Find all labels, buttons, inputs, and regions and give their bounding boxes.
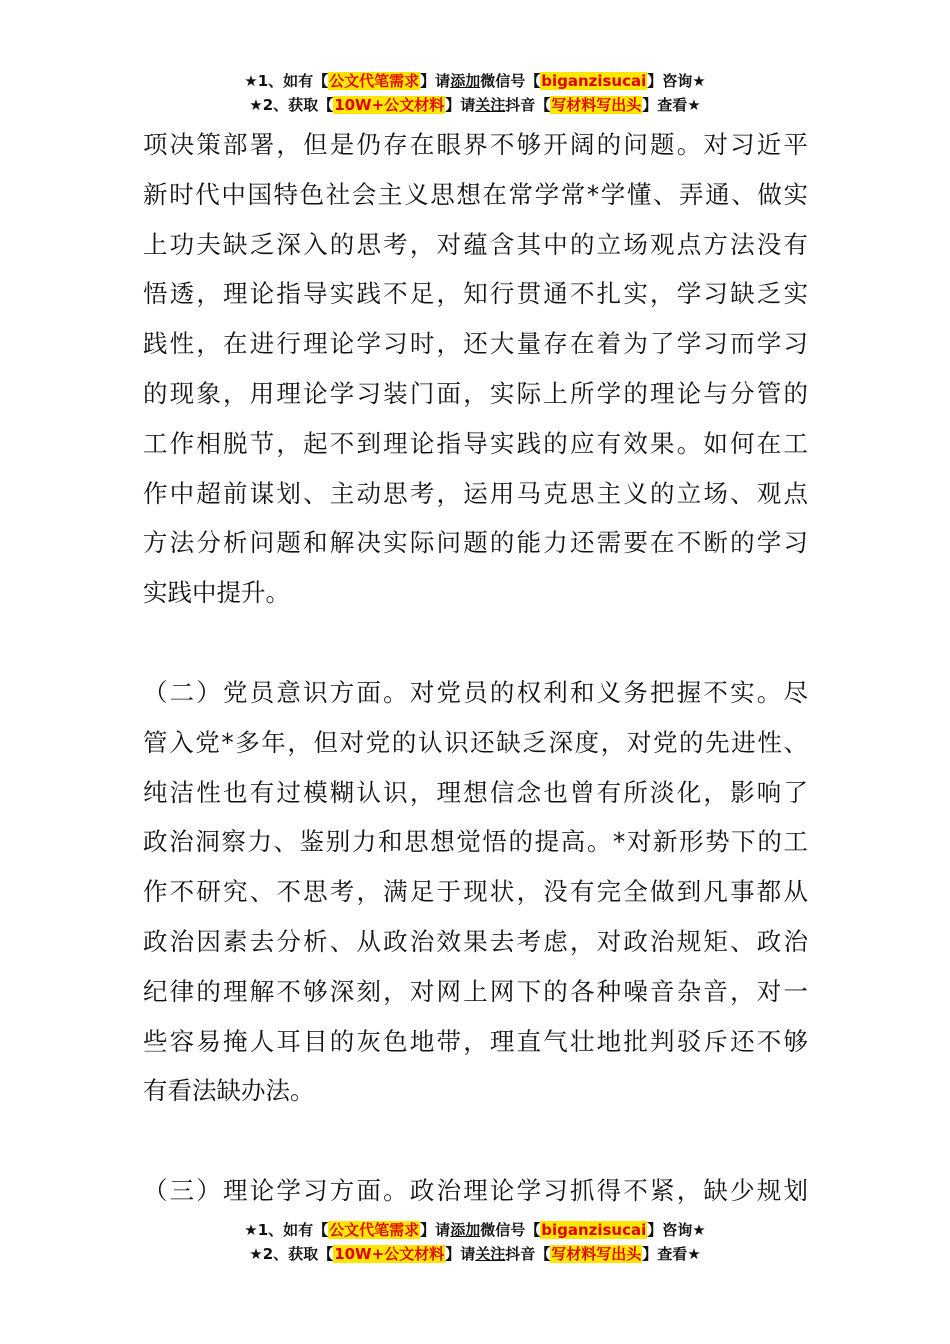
banner-line-1: ★1、如有【公文代笔需求】请添加微信号【biganzisucai】咨询★ <box>244 1221 706 1239</box>
text-line: （二）党员意识方面。对党员的权利和义务把握不实。尽 <box>143 678 808 707</box>
text-line: 方法分析问题和解决实际问题的能力还需要在不断的学习 <box>143 528 808 558</box>
highlight-text: 10W+公文材料 <box>334 96 445 114</box>
text-line: 悟透，理论指导实践不足，知行贯通不扎实，学习缺乏实 <box>143 279 808 309</box>
text-line: 有看法缺办法。 <box>143 1076 315 1106</box>
highlight-text: 10W+公文材料 <box>334 1245 445 1263</box>
text-line: 实践中提升。 <box>143 578 290 608</box>
highlight-text: 公文代笔需求 <box>329 72 420 90</box>
text-line: 作不研究、不思考，满足于现状，没有完全做到凡事都从 <box>143 877 808 907</box>
text-line: 作中超前谋划、主动思考，运用马克思主义的立场、观点 <box>143 478 808 508</box>
text-line: 工作相脱节，起不到理论指导实践的应有效果。如何在工 <box>143 428 808 458</box>
highlight-text: biganzisucai <box>541 72 647 90</box>
highlight-text: 公文代笔需求 <box>329 1221 420 1239</box>
banner-line-2: ★2、获取【10W+公文材料】请关注抖音【写材料写出头】查看★ <box>249 1245 701 1263</box>
text-line: （三）理论学习方面。政治理论学习抓得不紧，缺少规划 <box>143 1176 808 1205</box>
text-line: 纯洁性也有过模糊认识，理想信念也曾有所淡化，影响了 <box>143 777 808 807</box>
text-line: 践性，在进行理论学习时，还大量存在着为了学习而学习 <box>143 329 808 359</box>
highlight-text: biganzisucai <box>541 1221 647 1239</box>
text-line: 项决策部署，但是仍存在眼界不够开阔的问题。对习近平 <box>143 130 808 159</box>
text-line: 政治洞察力、鉴别力和思想觉悟的提高。*对新形势下的工 <box>143 827 808 857</box>
header-banner <box>0 69 950 117</box>
text-line: 上功夫缺乏深入的思考，对蕴含其中的立场观点方法没有 <box>143 229 808 259</box>
footer-banner <box>0 1218 950 1266</box>
banner-line-1: ★1、如有【公文代笔需求】请添加微信号【biganzisucai】咨询★ <box>244 72 706 90</box>
text-line: 些容易掩人耳目的灰色地带，理直气壮地批判驳斥还不够 <box>143 1026 808 1056</box>
paragraph-1 <box>143 120 808 618</box>
text-line: 政治因素去分析、从政治效果去考虑，对政治规矩、政治 <box>143 926 808 956</box>
paragraph-2 <box>143 668 808 1116</box>
highlight-text: 写材料写出头 <box>551 96 642 114</box>
text-line: 管入党*多年，但对党的认识还缺乏深度，对党的先进性、 <box>143 727 808 757</box>
text-line: 纪律的理解不够深刻，对网上网下的各种噪音杂音，对一 <box>143 976 808 1006</box>
paragraph-3 <box>143 1166 808 1216</box>
text-line: 新时代中国特色社会主义思想在常学常*学懂、弄通、做实 <box>143 179 808 209</box>
banner-line-2: ★2、获取【10W+公文材料】请关注抖音【写材料写出头】查看★ <box>249 96 701 114</box>
text-line: 的现象，用理论学习装门面，实际上所学的理论与分管的 <box>143 378 808 408</box>
highlight-text: 写材料写出头 <box>551 1245 642 1263</box>
